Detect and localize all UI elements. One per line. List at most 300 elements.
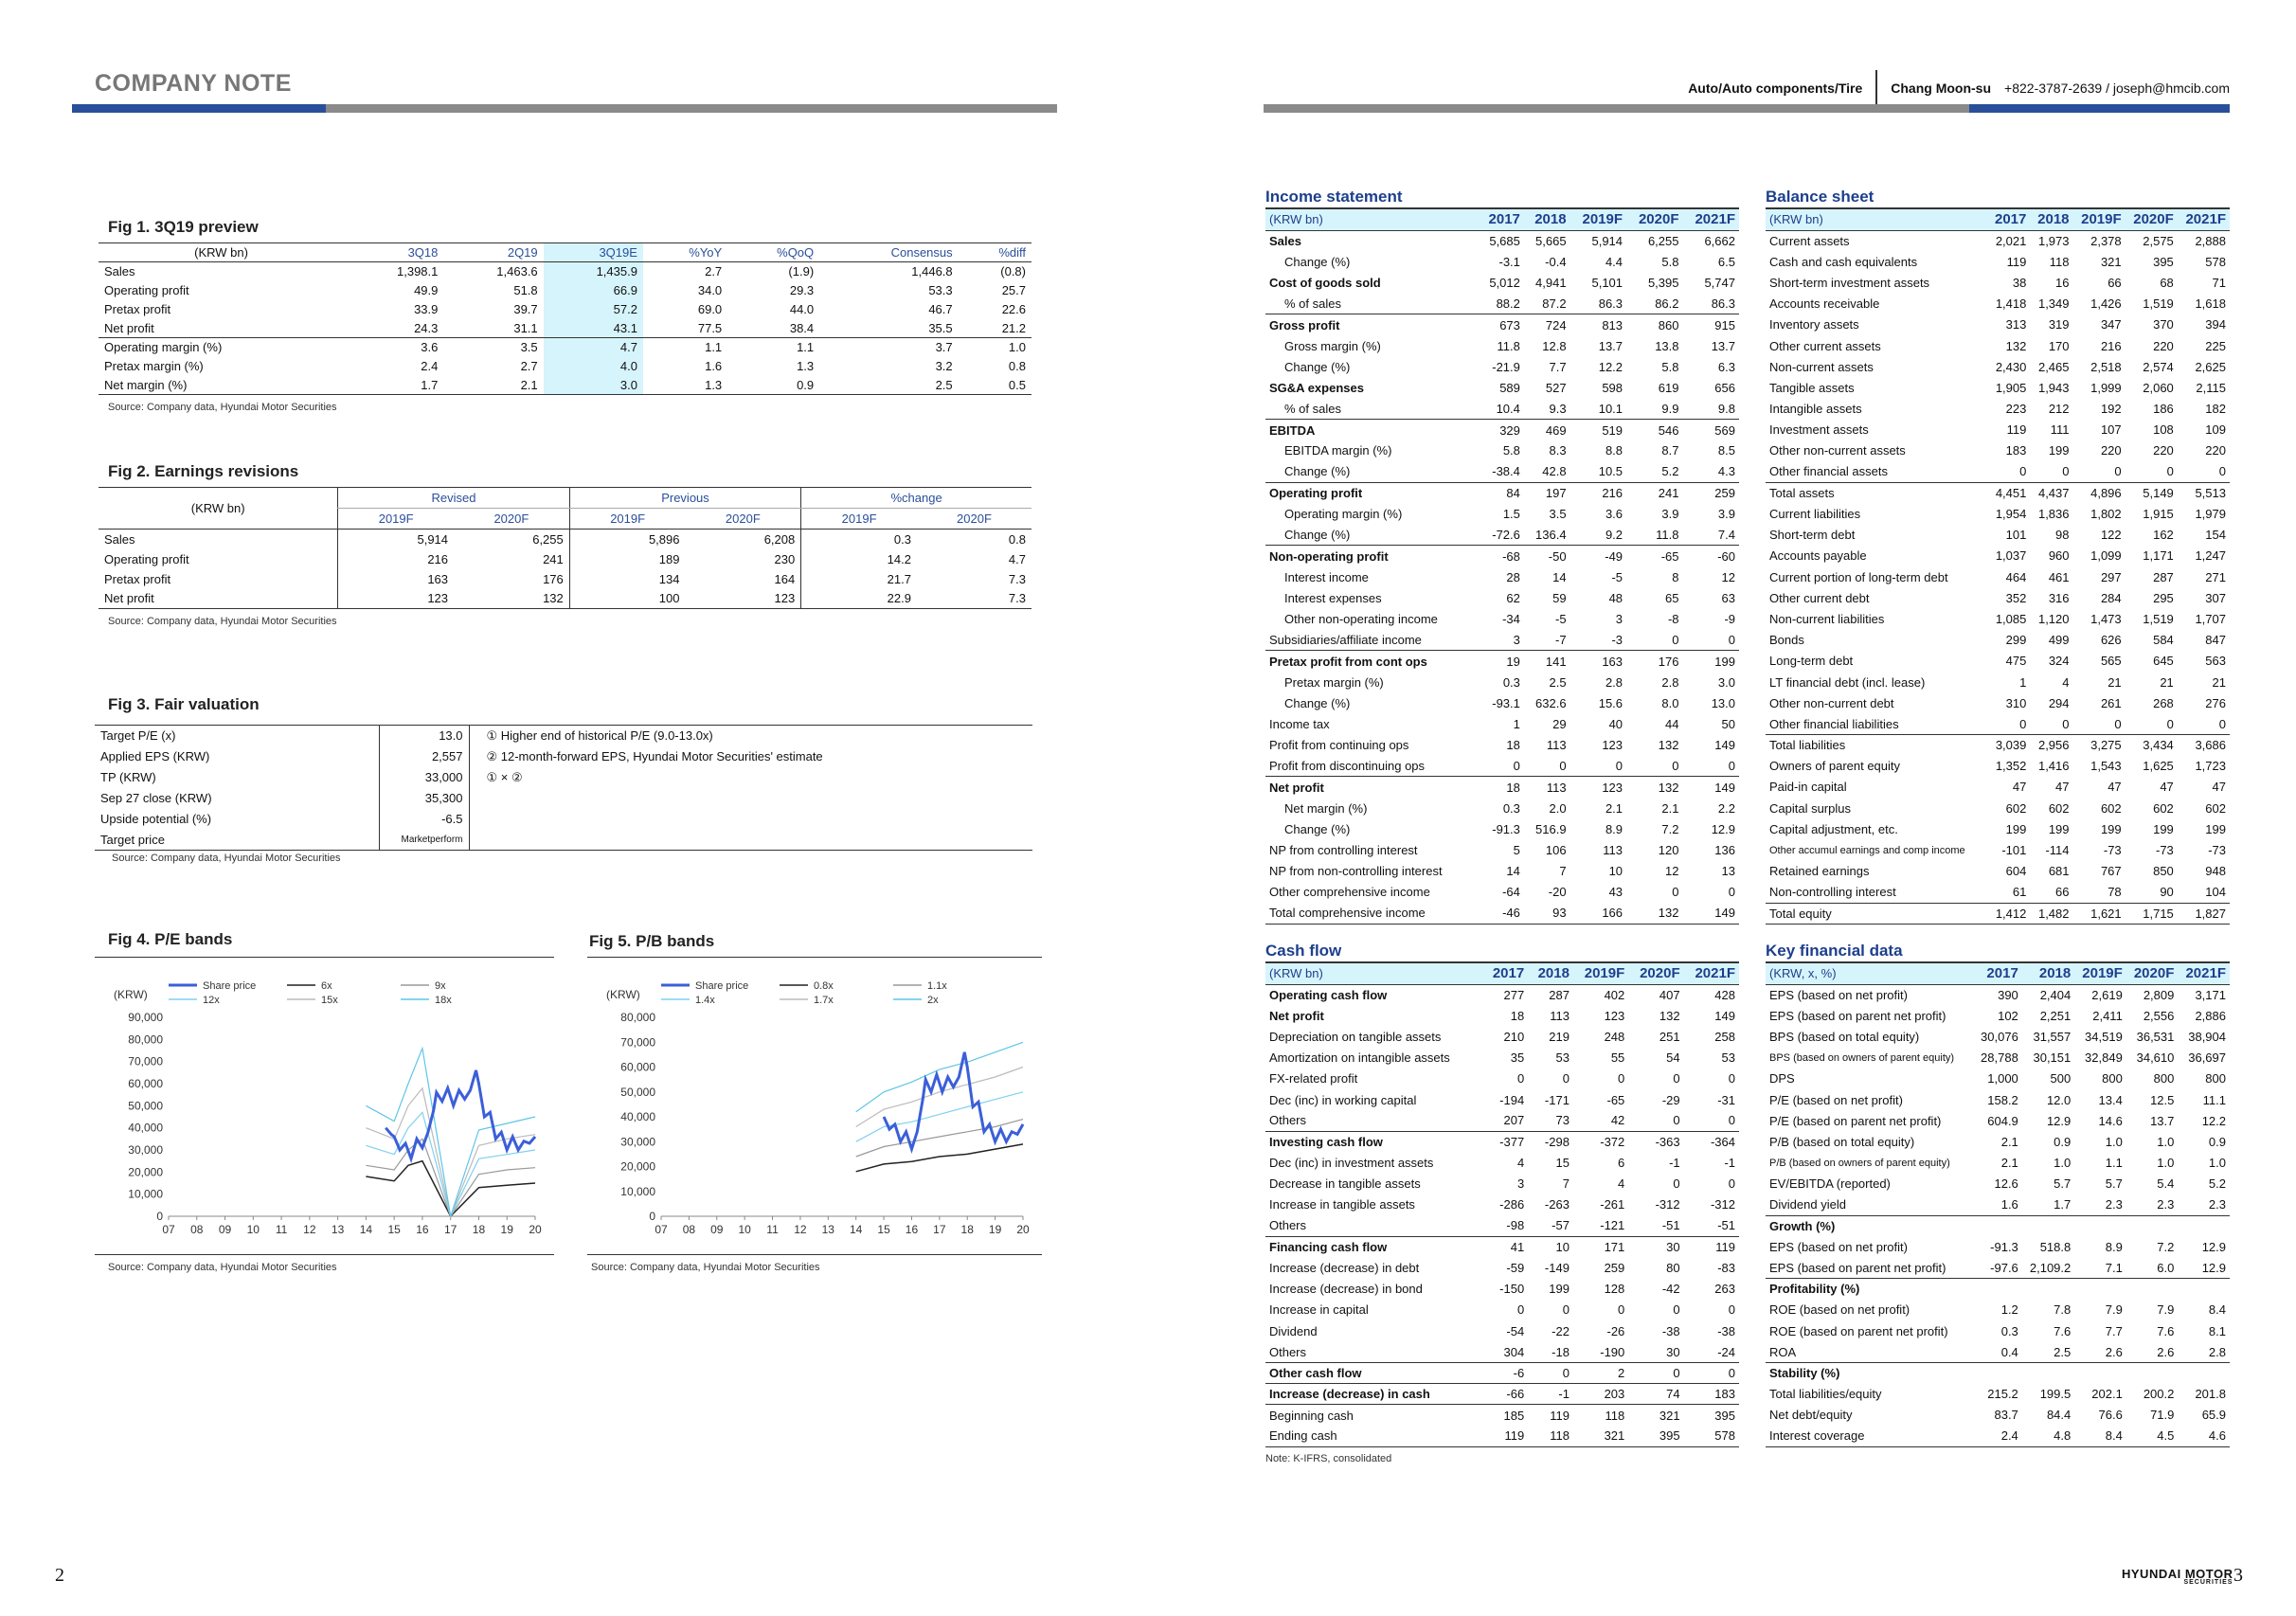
y-tick-label: 30,000 [620, 1135, 655, 1149]
column-header: Consensus [819, 243, 958, 262]
table-cell: 0.5 [959, 376, 1031, 395]
value-cell: -121 [1600, 1218, 1625, 1233]
value-cell: 0 [1728, 885, 1735, 900]
value-cell: 42.8 [1542, 464, 1567, 479]
year-header: 2018 [1528, 963, 1573, 984]
value-cell: 0 [1673, 1176, 1680, 1192]
value-cell: 2,956 [2030, 735, 2072, 756]
row-label: Profit from continuing ops [1269, 738, 1409, 753]
value-cell: 1,943 [2037, 380, 2070, 395]
value-cell: -38 [1661, 1323, 1680, 1338]
y-tick-label: 90,000 [128, 1011, 163, 1024]
row-label: Net profit [1265, 777, 1478, 798]
table-row [1265, 399, 1739, 420]
value-cell: 36,531 [2136, 1029, 2175, 1044]
value-cell: 8.1 [2208, 1323, 2226, 1338]
table-row [1265, 272, 1739, 293]
value-cell: 767 [2100, 864, 2122, 879]
table-cell: 44.0 [789, 302, 815, 316]
value-cell: 8.4 [2074, 1426, 2126, 1446]
row-label: Other non-current assets [1769, 443, 1906, 458]
year-header: 2021F [2178, 209, 2230, 230]
year-header: 2019F [2074, 963, 2126, 984]
table-row [1766, 1174, 2230, 1194]
table-row [1766, 356, 2230, 377]
table-cell: 0.9 [727, 376, 819, 395]
row-label: DPS [1769, 1071, 1795, 1086]
value-cell: 1,418 [1995, 296, 2027, 312]
value-cell: -73 [2156, 843, 2174, 858]
value-cell: 304 [1503, 1344, 1525, 1359]
value-cell: 0 [1672, 759, 1679, 774]
value-cell: 1.0 [2208, 1156, 2226, 1171]
x-tick-label: 14 [850, 1223, 863, 1236]
value-cell: -59 [1506, 1261, 1525, 1276]
value-cell: 248 [1604, 1029, 1625, 1044]
value-cell: 578 [2205, 254, 2226, 269]
row-label: Increase in capital [1269, 1302, 1369, 1318]
value-cell: 136 [1714, 843, 1735, 858]
value-cell: 4,941 [1535, 275, 1567, 290]
table-row [1265, 1215, 1739, 1236]
value-cell: 30,151 [2033, 1050, 2072, 1066]
value-cell: 0 [1684, 1362, 1739, 1383]
y-tick-label: 40,000 [620, 1110, 655, 1123]
header-divider [1875, 70, 1877, 106]
row-label: P/E (based on parent net profit) [1769, 1113, 1942, 1128]
value-cell: 202.1 [2091, 1387, 2123, 1402]
row-label: Net debt/equity [1769, 1408, 1853, 1423]
value-cell: 149 [1714, 738, 1735, 753]
value-cell: -5 [1611, 569, 1623, 584]
table-row [1766, 440, 2230, 461]
value-cell: 11.8 [1656, 527, 1679, 542]
x-tick-label: 17 [444, 1223, 457, 1236]
value-cell [2074, 1279, 2126, 1300]
row-label: Dividend yield [1769, 1197, 1846, 1212]
value-cell: 136.4 [1535, 527, 1567, 542]
value-cell: 329 [1478, 420, 1524, 440]
table-row [1766, 546, 2230, 566]
value-cell: 1.1 [2105, 1156, 2123, 1171]
value-cell: 516.9 [1535, 821, 1567, 836]
row-label: Net profit [1269, 1008, 1324, 1023]
value-cell: 1,715 [2126, 903, 2178, 924]
value-cell: 602 [2100, 800, 2122, 816]
value-cell: 0.3 [2000, 1323, 2018, 1338]
value-cell: 2,619 [2074, 984, 2126, 1005]
row-label: Interest coverage [1766, 1426, 1973, 1446]
table-cell: 24.3 [414, 320, 439, 335]
table-cell: 7.3 [917, 589, 1031, 609]
table-row [1766, 230, 2230, 251]
table-row [1265, 818, 1739, 839]
value-cell: 120 [1658, 843, 1679, 858]
value-cell: 12.6 [1994, 1176, 2018, 1192]
fig3-source: Source: Company data, Hyundai Motor Securities [112, 853, 341, 864]
value-cell: 12.0 [2046, 1092, 2072, 1107]
table-row [99, 357, 1031, 376]
value-cell: 13.7 [1711, 338, 1735, 353]
value-cell: 7 [1562, 1176, 1570, 1192]
table-row [99, 549, 1031, 569]
value-cell: 268 [2153, 695, 2174, 710]
value-cell: -298 [1528, 1131, 1573, 1152]
value-cell: 15.6 [1598, 695, 1623, 710]
x-tick-label: 15 [387, 1223, 401, 1236]
value-cell: 2.6 [2157, 1344, 2175, 1359]
value-cell: -91.3 [1990, 1239, 2018, 1254]
row-label: Others [1269, 1218, 1307, 1233]
value-cell: 7.6 [2054, 1323, 2072, 1338]
row-label: Net margin (%) [1284, 800, 1368, 816]
balance-sheet [1766, 188, 2230, 925]
value-cell: 3,434 [2126, 735, 2178, 756]
value-cell: 83.7 [1994, 1408, 2018, 1423]
table-cell [469, 830, 1032, 851]
y-tick-label: 80,000 [620, 1011, 655, 1024]
table-row [1265, 882, 1739, 903]
value-cell: 469 [1524, 420, 1570, 440]
value-cell: 47 [2012, 780, 2027, 795]
table-row [1265, 1068, 1739, 1089]
value-cell: -364 [1684, 1131, 1739, 1152]
fig4-bottom-rule [95, 1254, 554, 1255]
value-cell: 800 [2205, 1071, 2226, 1086]
band-18x [366, 1049, 535, 1216]
table-row [1265, 461, 1739, 482]
row-label: Profit from discontinuing ops [1269, 759, 1426, 774]
value-cell: 199 [2100, 821, 2122, 836]
value-cell: 101 [2005, 528, 2027, 543]
table-row [1265, 672, 1739, 692]
table-cell: 123 [686, 589, 801, 609]
value-cell: 7.2 [2157, 1239, 2175, 1254]
table-cell: 0.3 [801, 530, 917, 549]
value-cell: 860 [1626, 314, 1682, 335]
table-cell: 1.6 [705, 359, 723, 373]
value-cell [1973, 1362, 2022, 1383]
table-row [1766, 1110, 2230, 1131]
row-label: Total liabilities/equity [1769, 1387, 1882, 1402]
value-cell: 394 [2205, 317, 2226, 332]
value-cell: -5 [1555, 611, 1567, 626]
value-cell: 4 [2062, 674, 2070, 690]
fig1-table [99, 242, 1031, 395]
value-cell: 9.2 [1605, 527, 1623, 542]
row-label: Cost of goods sold [1269, 275, 1381, 290]
fig5-title: Fig 5. P/B bands [589, 932, 715, 950]
analyst-name: Chang Moon-su [1891, 81, 1992, 96]
value-cell: 0 [2166, 716, 2174, 731]
value-cell: 0 [1516, 1071, 1525, 1086]
table-cell: 49.9 [414, 283, 439, 297]
value-cell: 0 [1673, 1302, 1680, 1318]
column-header: 3Q19E [544, 243, 643, 262]
value-cell [2126, 1362, 2179, 1383]
value-cell: 12.9 [2201, 1239, 2226, 1254]
value-cell: -372 [1573, 1131, 1628, 1152]
keyfin-title: Key financial data [1766, 942, 2230, 963]
group-header: Revised [338, 488, 569, 509]
table-row [1766, 798, 2230, 818]
value-cell [2074, 1215, 2126, 1236]
value-cell: 47 [2212, 780, 2226, 795]
x-tick-label: 16 [905, 1223, 919, 1236]
value-cell: 604 [2005, 864, 2027, 879]
value-cell: 5,685 [1478, 230, 1524, 251]
value-cell: 1,723 [2195, 759, 2226, 774]
table-row [1766, 314, 2230, 335]
y-tick-label: 50,000 [128, 1099, 163, 1113]
value-cell: 10.1 [1598, 401, 1623, 416]
value-cell: 0 [2218, 464, 2226, 479]
value-cell: 681 [2048, 864, 2070, 879]
value-cell: 2,021 [1987, 230, 2030, 251]
row-label: Non-operating profit [1265, 546, 1478, 566]
table-row [99, 262, 1031, 281]
value-cell: 68 [2160, 275, 2174, 290]
table-row [1766, 1341, 2230, 1362]
value-cell: 12 [1721, 569, 1735, 584]
table-cell: 3.7 [819, 338, 958, 357]
value-cell: 259 [1683, 482, 1740, 503]
row-label: Inventory assets [1769, 317, 1859, 332]
value-cell: 86.3 [1598, 296, 1623, 311]
row-label: Investing cash flow [1265, 1131, 1482, 1152]
row-label: Other cash flow [1265, 1362, 1482, 1383]
value-cell: 119 [1528, 1405, 1573, 1426]
value-cell: 207 [1503, 1113, 1525, 1128]
value-cell: 1,827 [2178, 903, 2230, 924]
value-cell: 12.9 [2201, 1260, 2226, 1275]
value-cell: 0 [1728, 1113, 1735, 1128]
sector-label: Auto/Auto components/Tire [1688, 81, 1863, 96]
value-cell: 2 [1573, 1362, 1628, 1383]
cash-flow [1265, 942, 1739, 1464]
x-tick-label: 09 [710, 1223, 724, 1236]
x-tick-label: 10 [246, 1223, 260, 1236]
value-cell: 563 [2205, 654, 2226, 669]
x-tick-label: 20 [1016, 1223, 1030, 1236]
value-cell: 93 [1524, 903, 1570, 924]
value-cell: 6.0 [2157, 1260, 2175, 1275]
table-row [1265, 1257, 1739, 1278]
value-cell: 602 [2005, 800, 2027, 816]
table-cell: Sales [99, 262, 344, 281]
value-cell [2178, 1362, 2230, 1383]
fig5-source: Source: Company data, Hyundai Motor Securities [591, 1262, 820, 1273]
table-cell: 13.0 [379, 726, 469, 746]
table-row [1265, 1320, 1739, 1341]
band-0.8x [856, 1144, 1023, 1172]
value-cell: 6.3 [1717, 359, 1735, 374]
value-cell: 5,395 [1647, 275, 1679, 290]
table-row [1265, 420, 1739, 440]
fig2-title: Fig 2. Earnings revisions [108, 462, 299, 480]
value-cell: 1.0 [2157, 1156, 2175, 1171]
value-cell: 6.5 [1717, 254, 1735, 269]
value-cell: 800 [2153, 1071, 2175, 1086]
row-label: Subsidiaries/affiliate income [1269, 632, 1422, 647]
table-cell: Target P/E (x) [95, 726, 379, 746]
value-cell: 98 [2055, 528, 2070, 543]
header-row [99, 243, 1031, 262]
value-cell: 2,888 [2178, 230, 2230, 251]
year-header: 2017 [1478, 209, 1524, 230]
value-cell: 0 [1618, 1071, 1625, 1086]
column-header: 2Q19 [443, 243, 543, 262]
value-cell [2022, 1362, 2074, 1383]
fig2-table [99, 487, 1031, 609]
value-cell: 3,171 [2178, 984, 2230, 1005]
value-cell: 2.1 [1661, 800, 1679, 816]
table-row [1265, 1279, 1739, 1300]
table-cell: 230 [774, 551, 796, 566]
value-cell: 132 [1659, 1008, 1680, 1023]
value-cell: 47 [2160, 780, 2174, 795]
value-cell: 3 [1615, 611, 1623, 626]
value-cell: 619 [1658, 380, 1679, 395]
value-cell: 3,275 [2073, 735, 2126, 756]
value-cell: 42 [1610, 1113, 1625, 1128]
value-cell: 724 [1524, 314, 1570, 335]
value-cell: 0 [2114, 464, 2122, 479]
value-cell: 2,411 [2092, 1008, 2123, 1023]
value-cell: 128 [1604, 1282, 1625, 1297]
row-label: Change (%) [1284, 359, 1351, 374]
value-cell: -3.1 [1498, 254, 1520, 269]
value-cell: 8.8 [1605, 443, 1623, 458]
value-cell: -0.4 [1545, 254, 1567, 269]
row-label: BPS (based on owners of parent equity) [1769, 1051, 1955, 1064]
table-row [1766, 1320, 2230, 1341]
table-row [1766, 735, 2230, 756]
value-cell: 47 [2108, 780, 2122, 795]
analyst-contact[interactable]: +822-3787-2639 / joseph@hmcib.com [2004, 81, 2230, 96]
income-table [1265, 209, 1739, 925]
value-cell: 0 [1618, 1302, 1625, 1318]
table-row [1766, 839, 2230, 860]
value-cell: 80 [1666, 1261, 1680, 1276]
value-cell: 7.2 [1661, 821, 1679, 836]
table-row [1265, 294, 1739, 314]
value-cell: 12.9 [2046, 1113, 2072, 1128]
value-cell: 123 [1570, 777, 1626, 798]
table-cell: Marketperform [379, 830, 469, 851]
value-cell: 1,247 [2195, 548, 2226, 564]
fig1-source: Source: Company data, Hyundai Motor Securities [108, 402, 337, 413]
value-cell: 390 [1973, 984, 2022, 1005]
row-label: Operating margin (%) [1284, 507, 1403, 522]
row-label: EBITDA [1265, 420, 1478, 440]
row-label: Financing cash flow [1265, 1236, 1482, 1257]
value-cell: 199 [1549, 1282, 1570, 1297]
value-cell: 73 [1555, 1113, 1570, 1128]
table-cell: 1,398.1 [344, 262, 443, 281]
value-cell: 9.9 [1661, 401, 1679, 416]
value-cell: 34,610 [2136, 1050, 2175, 1066]
value-cell: 1,120 [2037, 611, 2070, 626]
fig2-source: Source: Company data, Hyundai Motor Securities [108, 616, 337, 627]
table-cell: Upside potential (%) [95, 809, 379, 830]
value-cell: 2.8 [1605, 674, 1623, 690]
y-tick-label: 30,000 [128, 1143, 163, 1157]
value-cell: 111 [2050, 422, 2070, 438]
table-cell: 33,000 [379, 767, 469, 788]
value-cell: 352 [2005, 590, 2027, 605]
year-header: 2017 [1482, 963, 1528, 984]
table-row [1265, 251, 1739, 272]
table-row [95, 767, 1032, 788]
income-statement [1265, 188, 1739, 925]
value-cell: 31,557 [2033, 1029, 2072, 1044]
value-cell: 141 [1524, 651, 1570, 672]
year-header: 2021F [1683, 209, 1740, 230]
value-cell: 395 [1684, 1405, 1739, 1426]
value-cell: 84 [1478, 482, 1524, 503]
value-cell: -83 [1717, 1261, 1735, 1276]
value-cell: 0 [2166, 464, 2174, 479]
header-row [99, 488, 1031, 509]
row-label: EBITDA margin (%) [1284, 443, 1392, 458]
value-cell: 1.6 [2000, 1197, 2018, 1212]
table-cell: 241 [543, 551, 564, 566]
value-cell: 1,473 [2090, 611, 2122, 626]
value-cell: 201.8 [2195, 1387, 2226, 1402]
value-cell: 123 [1602, 738, 1623, 753]
table-row [1265, 314, 1739, 335]
value-cell: 12 [1665, 864, 1679, 879]
table-cell: Pretax profit [104, 302, 171, 316]
value-cell: 2.5 [2054, 1344, 2072, 1359]
value-cell: -261 [1600, 1197, 1625, 1212]
value-cell: 263 [1714, 1282, 1735, 1297]
value-cell: 319 [2048, 317, 2070, 332]
value-cell: -68 [1478, 546, 1524, 566]
value-cell: 295 [2153, 590, 2174, 605]
table-cell: ① × ② [486, 769, 523, 784]
x-tick-label: 13 [331, 1223, 345, 1236]
value-cell: 199 [2048, 443, 2070, 458]
value-cell: 7.9 [2157, 1302, 2175, 1318]
value-cell: 673 [1478, 314, 1524, 335]
value-cell: 223 [2005, 402, 2027, 417]
value-cell: -20 [1548, 885, 1567, 900]
table-cell: 2.7 [520, 359, 538, 373]
table-cell: 134 [569, 569, 685, 589]
row-label: Tangible assets [1769, 380, 1855, 395]
table-cell: 176 [543, 571, 564, 586]
x-tick-label: 18 [472, 1223, 486, 1236]
table-row [1766, 1362, 2230, 1383]
value-cell: 185 [1482, 1405, 1528, 1426]
x-tick-label: 18 [960, 1223, 974, 1236]
table-row [1265, 756, 1739, 777]
value-cell: 310 [2005, 695, 2027, 710]
value-cell: 113 [1603, 843, 1623, 858]
table-row [1766, 1257, 2230, 1278]
value-cell: 186 [2153, 402, 2174, 417]
value-cell: 18 [1506, 738, 1520, 753]
year-header: 2018 [2022, 963, 2074, 984]
fig4-top-rule [95, 957, 554, 958]
value-cell [1973, 1279, 2022, 1300]
table-row [1766, 756, 2230, 777]
value-cell: 1.0 [2105, 1134, 2123, 1149]
value-cell: 0 [2062, 464, 2070, 479]
value-cell: 176 [1626, 651, 1682, 672]
